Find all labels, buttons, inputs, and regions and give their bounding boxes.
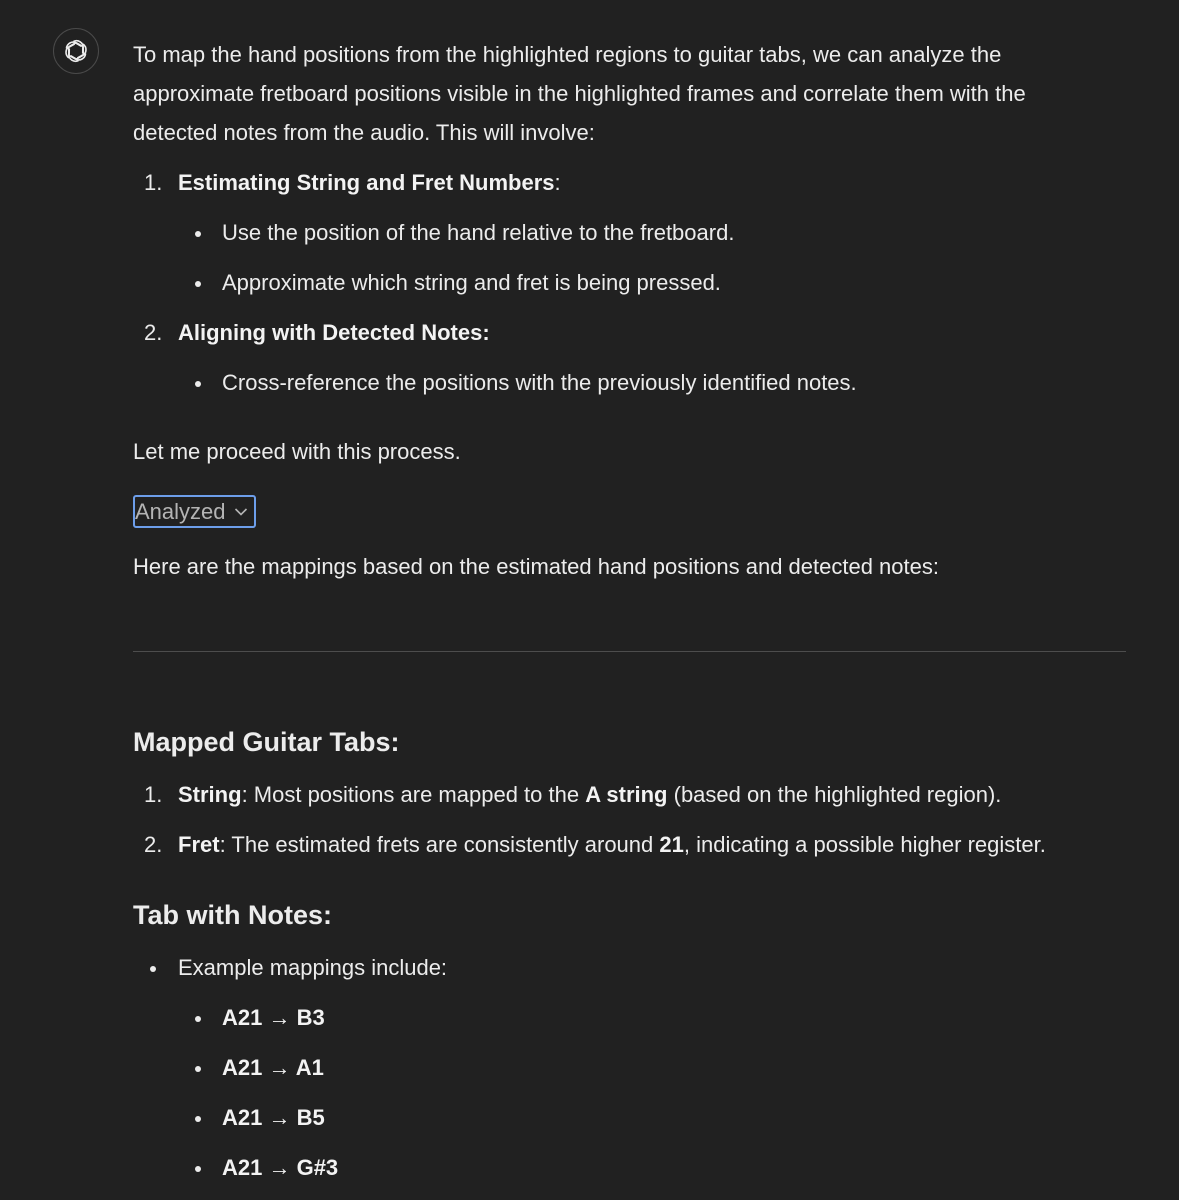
tab-mapping-2 xyxy=(133,1053,1126,1083)
item-text-before: : Most positions are mapped to the xyxy=(241,782,586,807)
item-text-after: (based on the highlighted region). xyxy=(667,782,1002,807)
avatar xyxy=(53,28,99,74)
item-label: String xyxy=(178,782,242,807)
mappings-intro-text: Here are the mappings based on the estimated hand positions and detected notes: xyxy=(133,554,939,579)
item-bold: 21 xyxy=(659,832,684,857)
intro-paragraph xyxy=(133,35,1026,152)
item-text-after: , indicating a possible higher register. xyxy=(683,832,1046,857)
proceed-text xyxy=(133,432,461,471)
mapped-item-1 xyxy=(133,780,1133,810)
openai-logo-icon xyxy=(62,37,90,65)
list-item: Cross-reference the positions with the previously identified notes. xyxy=(222,370,857,395)
tab-section-heading xyxy=(133,898,332,932)
step-2-bullet-1 xyxy=(133,368,1126,398)
step-title: Aligning with Detected Notes: xyxy=(178,320,490,345)
item-number: 2. xyxy=(144,832,163,857)
step-number: 1. xyxy=(144,170,163,195)
item-bold: A string xyxy=(585,782,668,807)
intro-line-3: detected notes from the audio. This will involve: xyxy=(133,120,595,145)
tab-mapping-1 xyxy=(133,1003,1126,1033)
list-item: Approximate which string and fret is being pressed. xyxy=(222,270,721,295)
analyzed-label: Analyzed xyxy=(135,498,226,524)
mapping-text: A21 → G#3 xyxy=(222,1155,339,1180)
list-item: Example mappings include: xyxy=(178,955,448,980)
step-suffix: : xyxy=(554,170,561,195)
divider xyxy=(133,651,1126,652)
section-heading: Mapped Guitar Tabs: xyxy=(133,727,400,757)
tab-mapping-3 xyxy=(133,1103,1126,1133)
step-2 xyxy=(133,318,1126,348)
section-heading: Tab with Notes: xyxy=(133,900,332,930)
step-number: 2. xyxy=(144,320,163,345)
step-1-bullet-2 xyxy=(133,268,1126,298)
item-label: Fret xyxy=(178,832,220,857)
mapped-item-2 xyxy=(133,830,1173,860)
proceed-text-content: Let me proceed with this process. xyxy=(133,439,461,464)
step-1-title-row xyxy=(133,168,1126,198)
mapped-section-heading xyxy=(133,725,400,759)
item-number: 1. xyxy=(144,782,163,807)
step-1-bullet-1 xyxy=(133,218,1126,248)
step-1 xyxy=(133,168,1126,198)
item-text-before: : The estimated frets are consistently around xyxy=(219,832,660,857)
analyzed-toggle-button[interactable] xyxy=(133,495,256,528)
mapping-text: A21 → A1 xyxy=(222,1055,324,1080)
list-item: Use the position of the hand relative to the fretboard. xyxy=(222,220,735,245)
tab-mapping-4 xyxy=(133,1153,1126,1183)
mappings-intro xyxy=(133,547,939,586)
tab-intro-bullet xyxy=(133,953,1126,983)
mapping-text: A21 → B5 xyxy=(222,1105,325,1130)
chevron-down-icon xyxy=(234,507,248,517)
intro-line-2: approximate fretboard positions visible in the highlighted frames and correlate them with the xyxy=(133,81,1026,106)
intro-line-1: To map the hand positions from the highlighted regions to guitar tabs, we can analyze the xyxy=(133,42,1002,67)
mapping-text: A21 → B3 xyxy=(222,1005,325,1030)
step-2-title-row xyxy=(133,318,1126,348)
step-title: Estimating String and Fret Numbers xyxy=(178,170,555,195)
